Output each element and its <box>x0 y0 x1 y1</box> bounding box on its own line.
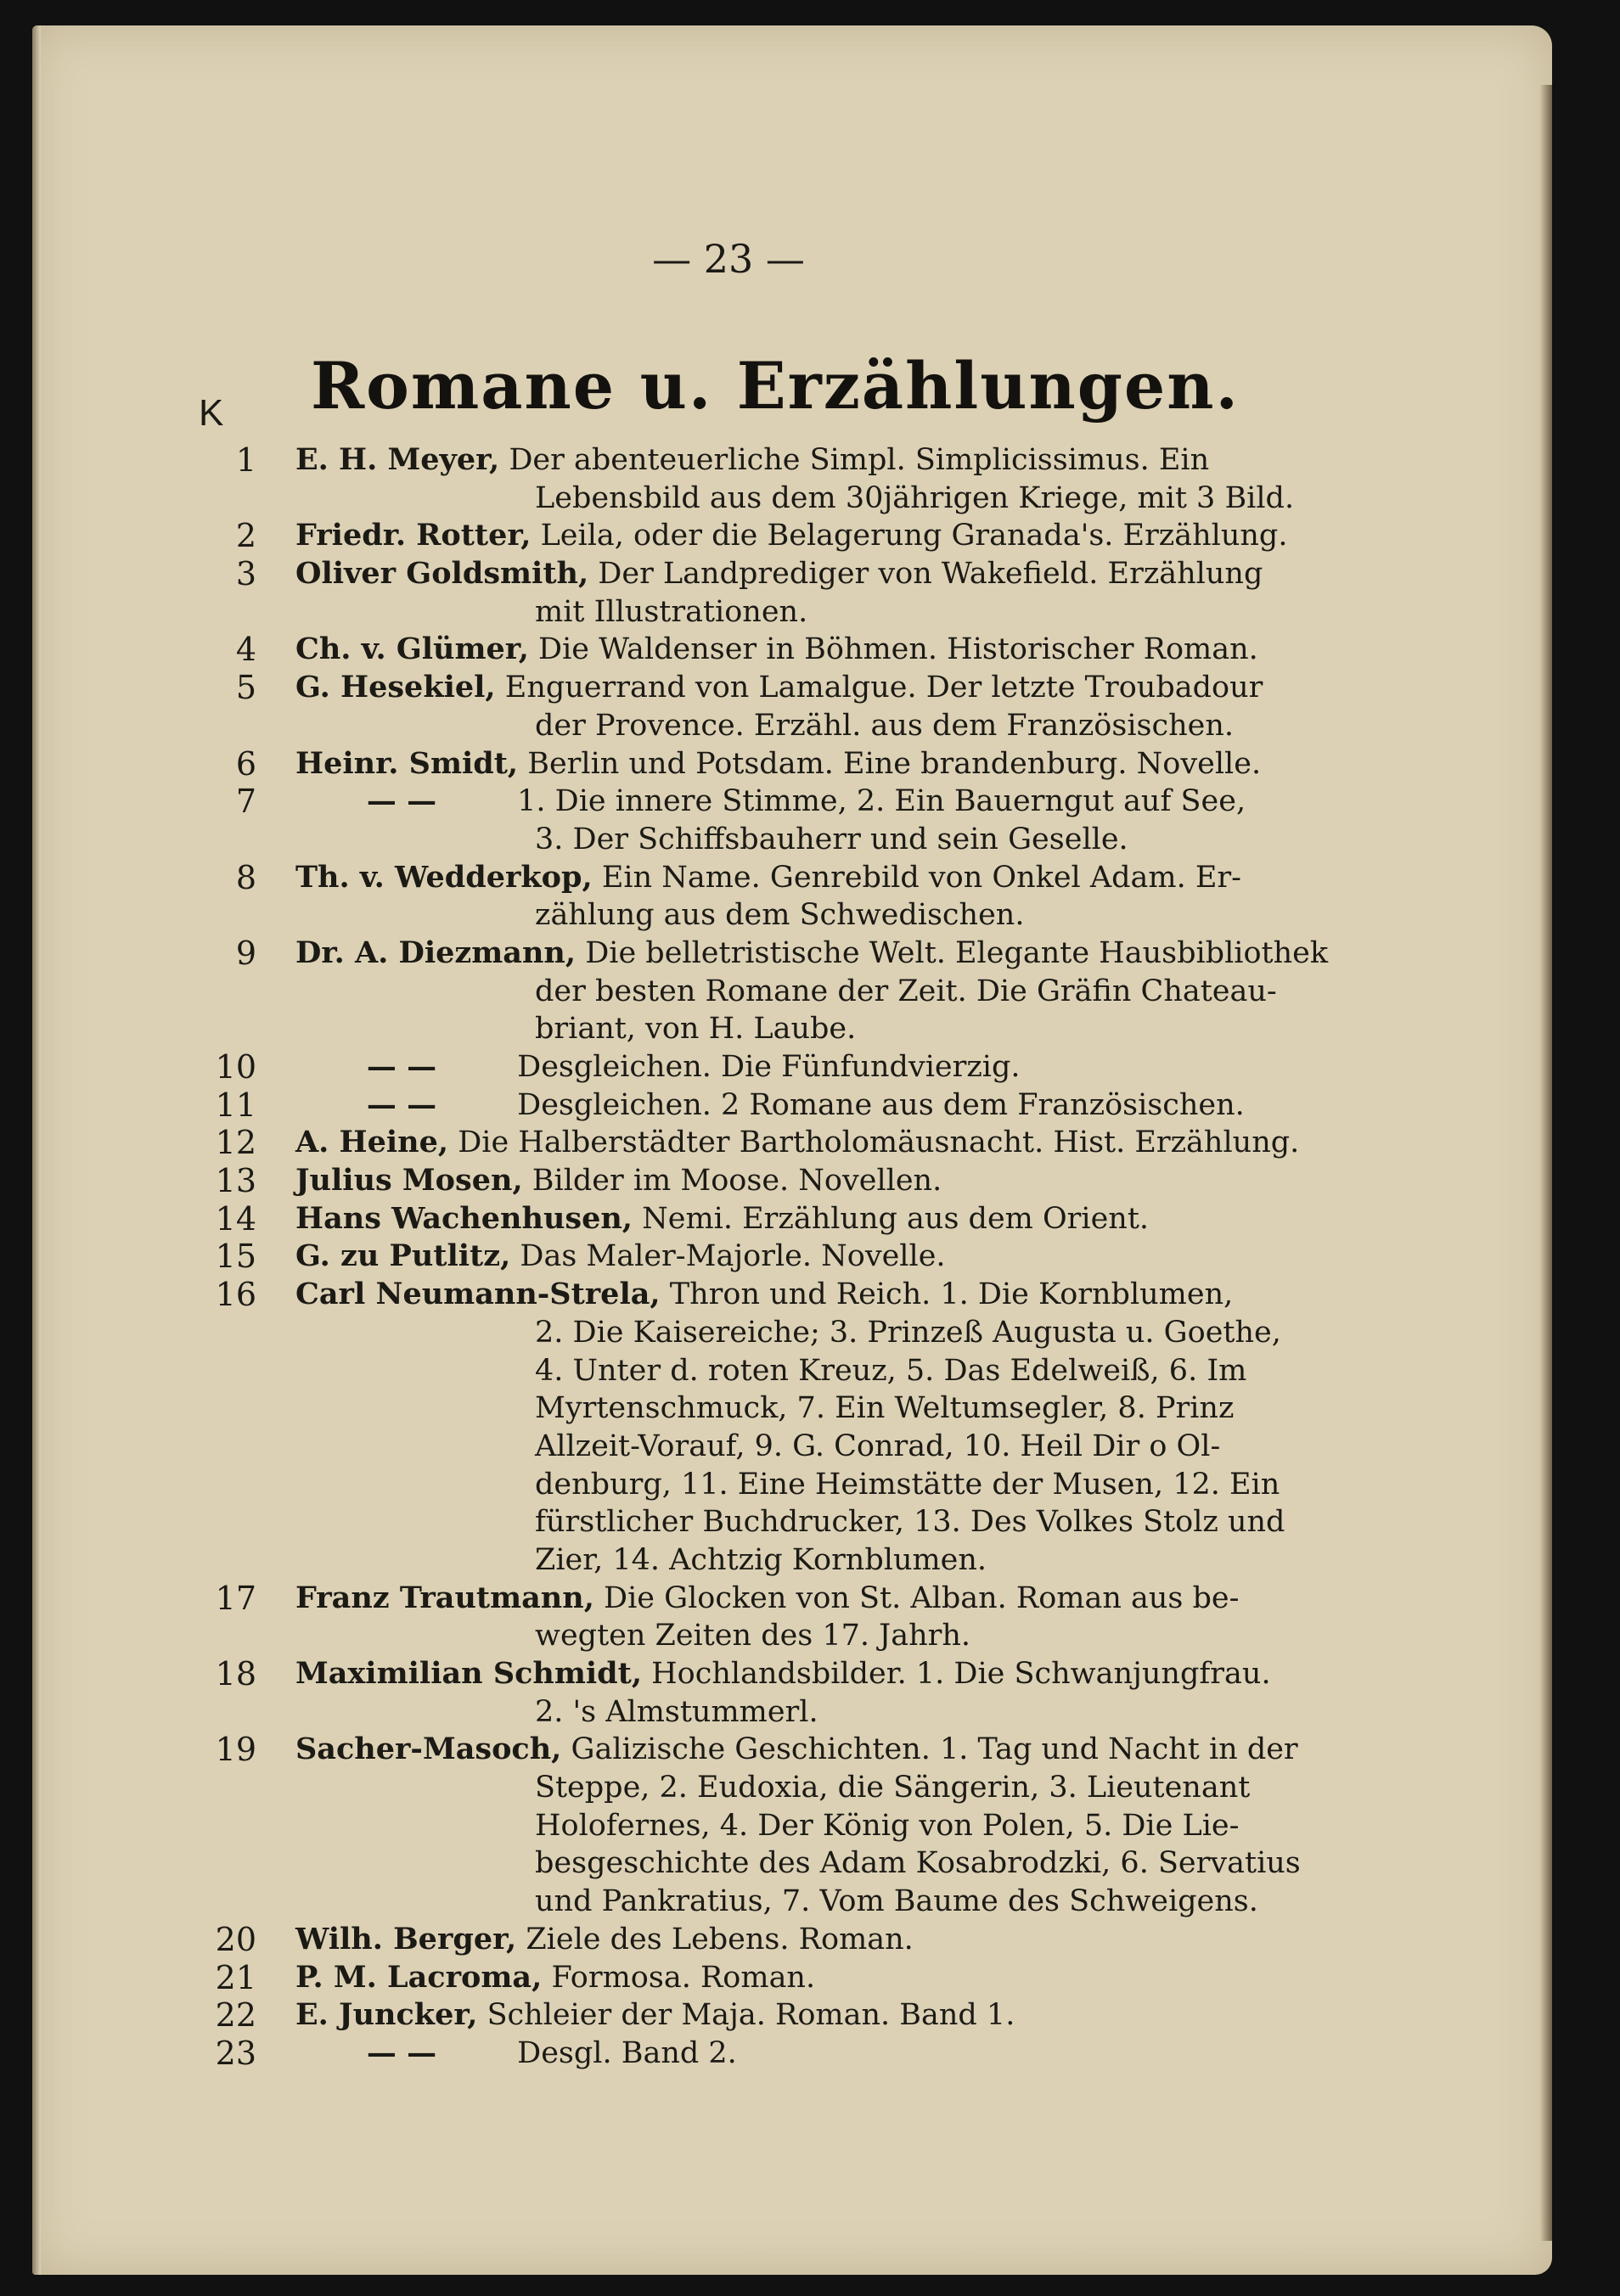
entry-text: mit Illustrationen. <box>535 594 808 629</box>
book-page <box>32 25 1552 2275</box>
entry-author: — — <box>366 783 437 819</box>
entry-text: Berlin und Potsdam. Eine brandenburg. Novelle. <box>527 746 1262 781</box>
entry-text: Desgleichen. Die Fünfundvierzig. <box>517 1050 1021 1084</box>
entry-text: Schleier der Maja. Roman. Band 1. <box>487 1998 1015 2033</box>
entry-first-line <box>177 859 1331 897</box>
entry-first-line <box>177 1200 1331 1238</box>
entry-number: 5 <box>235 669 256 707</box>
section-title: Romane u. Erzählungen. <box>311 348 1240 424</box>
entry-number: 1 <box>235 441 256 479</box>
entry-number: 11 <box>215 1086 256 1124</box>
entry-number: 9 <box>235 934 256 972</box>
entry-text: Galizische Geschichten. 1. Tag und Nacht in der <box>571 1732 1298 1767</box>
entry-text: fürstlicher Buchdrucker, 13. Des Volkes Stolz und <box>535 1505 1285 1540</box>
entry-number: 17 <box>215 1579 256 1617</box>
entry-author: A. Heine, <box>295 1125 449 1160</box>
entry-continuation-line <box>177 1466 1331 1504</box>
entry-text: Thron und Reich. 1. Die Kornblumen, <box>669 1277 1234 1312</box>
entry-first-line <box>177 1048 1331 1086</box>
entry-first-line <box>177 1996 1331 2035</box>
entry-first-line <box>177 2035 1331 2073</box>
entry <box>177 1200 1331 1238</box>
entry-continuation-line <box>177 1389 1331 1428</box>
column-label: K <box>199 392 224 434</box>
entry-first-line <box>177 745 1331 783</box>
entry-author: G. zu Putlitz, <box>295 1238 511 1274</box>
entry-continuation-line <box>177 896 1331 935</box>
entry <box>177 1580 1331 1655</box>
entry-first-line <box>177 1731 1331 1769</box>
entry-text: der besten Romane der Zeit. Die Gräfin Chateau- <box>535 974 1277 1008</box>
entry-first-line <box>177 517 1331 555</box>
entry-author: G. Hesekiel, <box>295 670 496 705</box>
entry <box>177 1959 1331 1997</box>
entry-text: Ziele des Lebens. Roman. <box>526 1922 914 1956</box>
entry-text: 2. Die Kaisereiche; 3. Prinzeß Augusta u. Goethe, <box>535 1315 1281 1350</box>
entry-text: 3. Der Schiffsbauherr und sein Geselle. <box>535 822 1128 856</box>
entry-author: Sacher-Masoch, <box>295 1732 562 1767</box>
entry-first-line <box>177 1921 1331 1959</box>
entry <box>177 1655 1331 1731</box>
entry-number: 16 <box>215 1276 256 1314</box>
entry-continuation-line <box>177 1314 1331 1352</box>
entry-continuation-line <box>177 1769 1331 1807</box>
entry-author: Julius Mosen, <box>295 1163 523 1199</box>
entry-text: 2. 's Almstummerl. <box>535 1694 818 1729</box>
entry-text: und Pankratius, 7. Vom Baume des Schweigens. <box>535 1884 1258 1919</box>
entry <box>177 745 1331 783</box>
entry-number: 2 <box>235 517 256 555</box>
entry-text: Bilder im Moose. Novellen. <box>532 1164 942 1199</box>
entry-first-line <box>177 1238 1331 1276</box>
entry-author: Wilh. Berger, <box>295 1921 517 1956</box>
entry-first-line <box>177 441 1331 480</box>
entry-first-line <box>177 1276 1331 1314</box>
entry-first-line <box>177 1655 1331 1693</box>
entry-first-line <box>177 1086 1331 1125</box>
entry <box>177 669 1331 744</box>
entry-author: — — <box>366 1086 437 1122</box>
entry-continuation-line <box>177 1503 1331 1541</box>
entry <box>177 1162 1331 1200</box>
entry-continuation-line <box>177 1617 1331 1655</box>
entry <box>177 1238 1331 1276</box>
entry-number: 6 <box>235 744 256 783</box>
entry-text: Der Landprediger von Wakefield. Erzählung <box>598 557 1263 592</box>
entry-number: 10 <box>215 1048 256 1086</box>
entry-text: 1. Die innere Stimme, 2. Ein Bauerngut auf See, <box>517 784 1246 819</box>
entry-author: P. M. Lacroma, <box>295 1959 543 1995</box>
entry-text: Der abenteuerliche Simpl. Simplicissimus. Ein <box>509 443 1210 477</box>
entry-number: 7 <box>235 783 256 821</box>
entry-text: Leila, oder die Belagerung Granada's. Erzählung. <box>540 519 1288 553</box>
entry-list <box>177 441 1331 2073</box>
entry-number: 3 <box>235 555 256 593</box>
entry <box>177 1731 1331 1920</box>
entry-continuation-line <box>177 1807 1331 1845</box>
entry-first-line <box>177 1124 1331 1162</box>
entry <box>177 631 1331 669</box>
entry-text: Allzeit-Vorauf, 9. G. Conrad, 10. Heil Dir o Ol- <box>535 1429 1221 1463</box>
entry-text: Das Maler-Majorle. Novelle. <box>520 1239 946 1274</box>
entry-author: Dr. A. Diezmann, <box>295 935 577 970</box>
entry <box>177 1276 1331 1580</box>
entry-number: 22 <box>215 1996 256 2035</box>
entry-number: 20 <box>215 1920 256 1958</box>
entry-first-line <box>177 631 1331 669</box>
entry <box>177 1048 1331 1086</box>
entry-author: E. H. Meyer, <box>295 442 500 477</box>
entry-number: 14 <box>215 1199 256 1238</box>
entry-author: Th. v. Wedderkop, <box>295 859 593 895</box>
entry-continuation-line <box>177 480 1331 518</box>
entry-author: Hans Wachenhusen, <box>295 1200 633 1236</box>
entry-text: Lebensbild aus dem 30jährigen Kriege, mit 3 Bild. <box>535 480 1295 515</box>
entry-author: Ch. v. Glümer, <box>295 632 529 667</box>
entry-number: 18 <box>215 1655 256 1693</box>
entry-text: 4. Unter d. roten Kreuz, 5. Das Edelweiß, 6. Im <box>535 1353 1247 1388</box>
entry-first-line <box>177 783 1331 821</box>
entry-continuation-line <box>177 1693 1331 1732</box>
entry-text: wegten Zeiten des 17. Jahrh. <box>535 1619 971 1653</box>
entry-number: 4 <box>235 631 256 669</box>
entry-text: Desgleichen. 2 Romane aus dem Französischen. <box>517 1087 1245 1122</box>
entry <box>177 1124 1331 1162</box>
entry-number: 15 <box>215 1238 256 1276</box>
entry-text: besgeschichte des Adam Kosabrodzki, 6. Servatius <box>535 1846 1301 1881</box>
entry-first-line <box>177 1580 1331 1618</box>
entry <box>177 441 1331 517</box>
entry <box>177 1921 1331 1959</box>
entry-author: Friedr. Rotter, <box>295 518 532 553</box>
entry <box>177 555 1331 631</box>
entry-text: Die Glocken von St. Alban. Roman aus be- <box>604 1580 1240 1615</box>
entry-text: Steppe, 2. Eudoxia, die Sängerin, 3. Lieutenant <box>535 1771 1251 1805</box>
entry-text: der Provence. Erzähl. aus dem Französischen. <box>535 708 1234 743</box>
entry <box>177 2035 1331 2073</box>
entry-author: Maximilian Schmidt, <box>295 1656 643 1691</box>
entry-text: Nemi. Erzählung aus dem Orient. <box>642 1201 1150 1236</box>
entry-text: Hochlandsbilder. 1. Die Schwanjungfrau. <box>651 1657 1271 1691</box>
entry-author: Heinr. Smidt, <box>295 745 519 781</box>
entry-text: Die Waldenser in Böhmen. Historischer Roman. <box>538 632 1258 667</box>
entry-text: zählung aus dem Schwedischen. <box>535 898 1025 933</box>
entry <box>177 517 1331 555</box>
entry-continuation-line <box>177 821 1331 859</box>
entry-text: Die Halberstädter Bartholomäusnacht. Hist. Erzählung. <box>458 1126 1300 1160</box>
entry-text: Zier, 14. Achtzig Kornblumen. <box>535 1542 987 1577</box>
entry-text: denburg, 11. Eine Heimstätte der Musen, 12. Ein <box>535 1467 1280 1502</box>
entry-author: Carl Neumann-Strela, <box>295 1277 661 1312</box>
entry-first-line <box>177 1959 1331 1997</box>
entry <box>177 783 1331 858</box>
entry-number: 12 <box>215 1124 256 1162</box>
entry <box>177 1996 1331 2035</box>
entry-continuation-line <box>177 1883 1331 1921</box>
entry <box>177 1086 1331 1125</box>
entry-first-line <box>177 555 1331 593</box>
entry-text: Holofernes, 4. Der König von Polen, 5. Die Lie- <box>535 1808 1240 1843</box>
entry-text: Enguerrand von Lamalgue. Der letzte Troubadour <box>504 671 1263 705</box>
entry-author: E. Juncker, <box>295 1997 478 2033</box>
entry-number: 8 <box>235 858 256 896</box>
entry-text: briant, von H. Laube. <box>535 1012 857 1047</box>
entry-first-line <box>177 935 1331 973</box>
entry-first-line <box>177 1162 1331 1200</box>
entry-text: Myrtenschmuck, 7. Ein Weltumsegler, 8. Prinz <box>535 1391 1235 1426</box>
entry-continuation-line <box>177 1541 1331 1580</box>
entry-continuation-line <box>177 1352 1331 1390</box>
entry-continuation-line <box>177 593 1331 632</box>
entry-continuation-line <box>177 1010 1331 1048</box>
entry-first-line <box>177 669 1331 707</box>
entry-number: 13 <box>215 1162 256 1200</box>
entry-continuation-line <box>177 1844 1331 1883</box>
entry-number: 21 <box>215 1958 256 1996</box>
entry-author: — — <box>366 1049 437 1084</box>
page-number: — 23 — <box>652 236 805 282</box>
entry-continuation-line <box>177 1428 1331 1466</box>
entry <box>177 859 1331 935</box>
entry-continuation-line <box>177 973 1331 1011</box>
entry-author: Oliver Goldsmith, <box>295 556 589 592</box>
entry-text: Formosa. Roman. <box>551 1960 816 1995</box>
entry-author: Franz Trautmann, <box>295 1580 594 1615</box>
entry-text: Desgl. Band 2. <box>517 2035 737 2070</box>
entry-text: Die belletristische Welt. Elegante Hausbibliothek <box>585 935 1329 970</box>
entry <box>177 935 1331 1048</box>
entry-number: 23 <box>215 2034 256 2072</box>
entry-number: 19 <box>215 1731 256 1769</box>
entry-text: Ein Name. Genrebild von Onkel Adam. Er- <box>601 860 1241 895</box>
entry-author: — — <box>366 2035 437 2070</box>
entry-continuation-line <box>177 707 1331 745</box>
